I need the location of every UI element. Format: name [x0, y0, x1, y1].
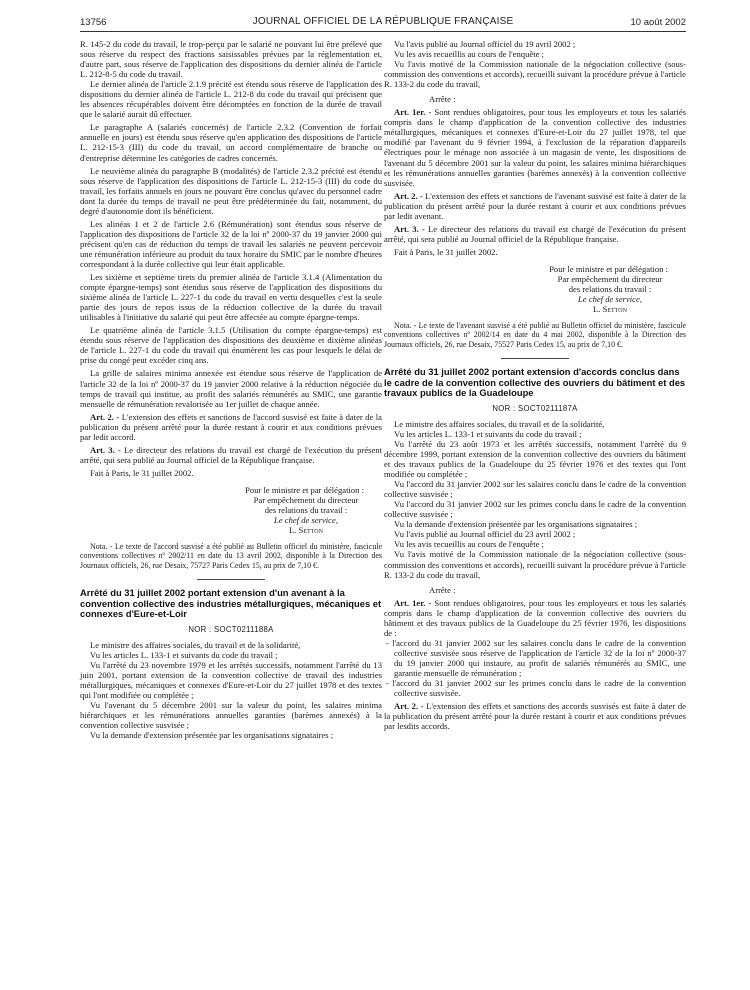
article-2	[384, 191, 686, 221]
paragraph: Vu l'arrêté du 23 août 1973 et les arrêtés successifs, notamment l'arrêté du 9 décembre 1999, portant extension de la convention collective des ouvriers du bâtiment et des travaux publics de la Guadeloupe du 25 février 1976 et des textes qui l'ont modifiée ou complétée ;	[384, 438, 686, 480]
article-text: Le directeur des relations du travail est chargé de l'exécution du présent arrêté, qui sera publié au Journal officiel de la République française.	[80, 444, 382, 465]
article-label: Art. 2. -	[394, 190, 423, 201]
signature-block	[80, 485, 382, 535]
list-item: - l'accord du 31 janvier 2002 sur les primes conclu dans le cadre de la convention collective susvisée.	[386, 678, 686, 699]
header-rule	[80, 31, 686, 32]
arrete-title: Arrêté du 31 juillet 2002 portant extension d'un avenant à la convention collective des industries métallurgiques, mécaniques et connexes d'Eure-et-Loir	[80, 587, 382, 620]
paragraph: Vu les articles L. 133-1 et suivants du code du travail ;	[90, 649, 278, 660]
signature-line: Par empêchement du directeur	[253, 494, 359, 505]
signature-line: Pour le ministre et par délégation :	[245, 484, 364, 495]
article-label: Art. 2. -	[90, 411, 120, 422]
paragraph: Vu les articles L. 133-1 et suivants du code du travail ;	[394, 428, 582, 439]
signature-line: Par empêchement du directeur	[557, 273, 663, 284]
paragraph: Le dernier alinéa de l'article 2.1.9 précité est étendu sous réserve de l'application des dispositions du dernier alinéa de l'article L. 212-8 du code du travail qui précisent que les absences récupérables doivent être décomptées en fonction de la durée de travail que le salarié aurait dû effectuer.	[80, 79, 382, 120]
journal-title: JOURNAL OFFICIEL DE LA RÉPUBLIQUE FRANÇAISE	[252, 16, 514, 27]
article-text: L'extension des effets et sanctions des accords susvisés est faite à dater de la publication du présent arrêté pour la durée restant à courir et aux conditions prévues par lesdits accords.	[384, 701, 686, 732]
paragraph: Vu la demande d'extension présentée par les organisations signataires ;	[394, 519, 638, 530]
article-text: Le directeur des relations du travail est chargé de l'exécution du présent arrêté, qui sera publié au Journal officiel de la République française.	[384, 223, 686, 244]
article-2	[80, 412, 382, 442]
paragraph: Vu les avis recueillis au cours de l'enquête ;	[394, 539, 544, 550]
article-2	[384, 701, 686, 731]
article-label: Art. 2. -	[394, 701, 424, 712]
article-label: Art. 3. -	[394, 223, 425, 234]
section-separator	[501, 358, 569, 359]
left-column	[80, 39, 382, 740]
paragraph: Vu l'avenant du 5 décembre 2001 sur la valeur du point, les salaires minima hiérarchiques et les rémunérations annuelles garanties (barèmes annexés) à la convention collective susvisée ;	[80, 700, 382, 731]
paragraph: Le ministre des affaires sociales, du travail et de la solidarité,	[394, 418, 605, 429]
paragraph: Vu l'avis publié au Journal officiel du 19 avril 2002 ;	[394, 39, 576, 49]
article-3	[384, 224, 686, 244]
signature-line: des relations du travail :	[568, 284, 652, 295]
page-header	[80, 12, 686, 32]
issue-date: 10 août 2002	[630, 17, 686, 28]
paragraph: Vu la demande d'extension présentée par les organisations signataires ;	[90, 730, 334, 741]
paragraph: Vu l'avis motivé de la Commission nationale de la négociation collective (sous-commission des conventions et accords), recueilli suivant la procédure prévue à l'article R. 133-2 du code du travail,	[384, 549, 686, 580]
article-text: L'extension des effets et sanctions de l'avenant susvisé est faite à dater de la publication du présent arrêté pour la durée restant à courir et aux conditions prévues par ledit avenant.	[384, 190, 686, 221]
section-separator	[197, 579, 265, 580]
signature-line: Pour le ministre et par délégation :	[549, 263, 668, 274]
paragraph: Le neuvième alinéa du paragraphe B (modalités) de l'article 2.3.2 précité est étendu sous réserve de l'application des dispositions de l'article L. 212-15-3 (III) du code du travail, les forfaits annuels en jours ne pouvant être conclus qu'avec du personnel cadre dont la durée du temps de travail ne peut être prédéterminée du fait, notamment, du degré d'autonomie dont ils bénéficient.	[80, 165, 382, 216]
article-label: Art. 1er. -	[394, 597, 432, 608]
article-1	[384, 107, 686, 187]
article-label: Art. 1er. -	[394, 107, 432, 118]
nor-reference: NOR : SOCT0211188A	[188, 624, 274, 634]
article-1	[384, 598, 686, 638]
article-text: Sont rendues obligatoires, pour tous les employeurs et tous les salariés compris dans le champ d'application de la convention collective des ouvriers du bâtiment et des travaux publics de la Guadeloupe du 25 février 1976, les dispositions de :	[384, 597, 686, 638]
nor-reference: NOR : SOCT0211187A	[492, 403, 578, 413]
paragraph: Vu l'avis motivé de la Commission nationale de la négociation collective (sous-commission des conventions et accords), recueilli suivant la procédure prévue à l'article R. 133-2 du code du travail,	[384, 59, 686, 90]
article-3	[80, 445, 382, 465]
paragraph: Le paragraphe A (salariés concernés) de l'article 2.3.2 (Convention de forfait annuelle en jours) est étendu sous réserve qu'en application des dispositions de l'article L. 212-15-3 (III) du code du travail, un accord complémentaire de branche ou d'entreprise détermine les catégories de cadres concernés.	[80, 122, 382, 163]
paragraph: Le ministre des affaires sociales, du travail et de la solidarité,	[90, 639, 301, 650]
paragraph: Vu l'accord du 31 janvier 2002 sur les salaires conclu dans le cadre de la convention collective susvisée ;	[384, 479, 686, 500]
arrete-label: Arrête :	[429, 584, 456, 595]
paragraph: Le quatrième alinéa de l'article 3.1.5 (Utilisation du compte épargne-temps) est étendu sous réserve de l'application des dispositions des deuxième et dixième alinéas de l'article L. 227-1 du code du travail qui énumèrent les cas pour lesquels le délai de prise du congé peut excéder cinq ans.	[80, 325, 382, 366]
paragraph: Vu l'avis publié au Journal officiel du 23 avril 2002 ;	[394, 529, 576, 540]
paragraph: Les sixième et septième tirets du premier alinéa de l'article 3.1.4 (Alimentation du compte épargne-temps) sont étendus sous réserve de l'application des dispositions du sixième alinéa de l'article L. 227-1 du code du travail en vertu desquelles c'est la seule partie des jours de repos issus de la réduction collective de la durée du travail utilisables à l'initiative du salarié qui peut être affectée au compte épargne-temps.	[80, 272, 382, 323]
fait-a-paris: Fait à Paris, le 31 juillet 2002.	[90, 467, 194, 478]
article-text: Sont rendues obligatoires, pour tous les employeurs et tous les salariés compris dans le champ d'application de la convention collective des industries métallurgiques, mécaniques et connexes d'Eure-et-Loir du 27 juillet 1978, tel que modifié par l'avenant du 9 février 1994, à l'exclusion de la réparation d'appareils électriques pour le ménage non associée à un magasin de vente, les dispositions de l'avenant du 5 décembre 2001 sur la valeur du point, les salaires minima hiérarchiques et les rémunérations annuelles garanties (barèmes annexés) à la convention collective susvisée.	[384, 107, 686, 188]
right-column	[384, 39, 686, 731]
article-text: L'extension des effets et sanctions de l'accord susvisé est faite à dater de la publication du présent arrêté pour la durée restant à courir et aux conditions prévues par ledit accord.	[80, 411, 382, 442]
signatory-name: L. Setton	[289, 525, 323, 536]
article-label: Art. 3. -	[90, 444, 121, 455]
paragraph: Vu les avis recueillis au cours de l'enquête ;	[394, 49, 544, 60]
signature-line: Le chef de service,	[274, 515, 338, 526]
page-number: 13756	[80, 17, 107, 28]
paragraph: Vu l'arrêté du 23 novembre 1979 et les arrêtés successifs, notamment l'arrêté du 13 juin 2001, portant extension de la convention collective de travail des industries métallurgiques, mécaniques et connexes d'Eure-et-Loir du 27 juillet 1978 et des textes qui l'ont modifiée ou complétée ;	[80, 659, 382, 701]
list-item: - l'accord du 31 janvier 2002 sur les salaires conclu dans le cadre de la convention collective susvisée sous réserve de l'application de l'article 32 de la loi nº 2000-37 du 19 janvier 2000 qui instaure, au profit de salariés rémunérés au SMIC, une garantie mensuelle de rémunération ;	[386, 637, 686, 678]
nota-note: Nota. - Le texte de l'avenant susvisé a été publié au Bulletin officiel du ministère, fascicule conventions collectives nº 2002/14 en date du 4 mai 2002, disponible à la Direction des Journaux officiels, 26, rue Desaix, 75527 Paris Cedex 15, au prix de 7,10 €.	[384, 321, 686, 349]
paragraph: Vu l'accord du 31 janvier 2002 sur les primes conclu dans le cadre de la convention collective susvisée ;	[384, 499, 686, 520]
arrete-label: Arrête :	[429, 94, 456, 105]
paragraph: R. 145-2 du code du travail, le trop-perçu par le salarié ne pouvant lui être prélevé que sous réserve du respect des fractions saisissables prévues par la réglementation et, d'autre part, sous réserve de l'application des dispositions du dernier alinéa de l'article L. 212-8-5 du code du travail.	[80, 39, 382, 80]
signature-line: Le chef de service,	[578, 294, 642, 305]
fait-a-paris: Fait à Paris, le 31 juillet 2002.	[394, 246, 498, 257]
arrete-title: Arrêté du 31 juillet 2002 portant extension d'accords conclus dans le cadre de la convention collective des ouvriers du bâtiment et des travaux publics de la Guadeloupe	[384, 366, 686, 399]
signatory-name: L. Setton	[593, 304, 627, 315]
paragraph: La grille de salaires minima annexée est étendue sous réserve de l'application de l'article 32 de la loi nº 2000-37 du 19 janvier 2000 relative à la réduction négociée du temps de travail qui institue, au profit des salariés rémunérés au SMIC, une garantie mensuelle de rémunération revalorisée au 1er juillet de chaque année.	[80, 368, 382, 409]
signature-block	[384, 264, 686, 314]
signature-line: des relations du travail :	[264, 505, 348, 516]
nota-note: Nota. - Le texte de l'accord susvisé a été publié au Bulletin officiel du ministère, fascicule conventions collectives nº 2002/11 en date du 13 avril 2002, disponible à la Direction des Journaux officiels, 26, rue Desaix, 75727 Paris Cedex 15, au prix de 7,10 €.	[80, 542, 382, 570]
paragraph: Les alinéas 1 et 2 de l'article 2.6 (Rémunération) sont étendus sous réserve de l'application des dispositions de l'article 32 de la loi nº 2000-37 du 19 janvier 2000 qui précisent qu'en cas de réduction du temps de travail les salariés ne peuvent percevoir une rémunération inférieure au produit du taux horaire du SMIC par le nombre d'heures correspondant à la durée collective qui leur était applicable.	[80, 218, 382, 269]
